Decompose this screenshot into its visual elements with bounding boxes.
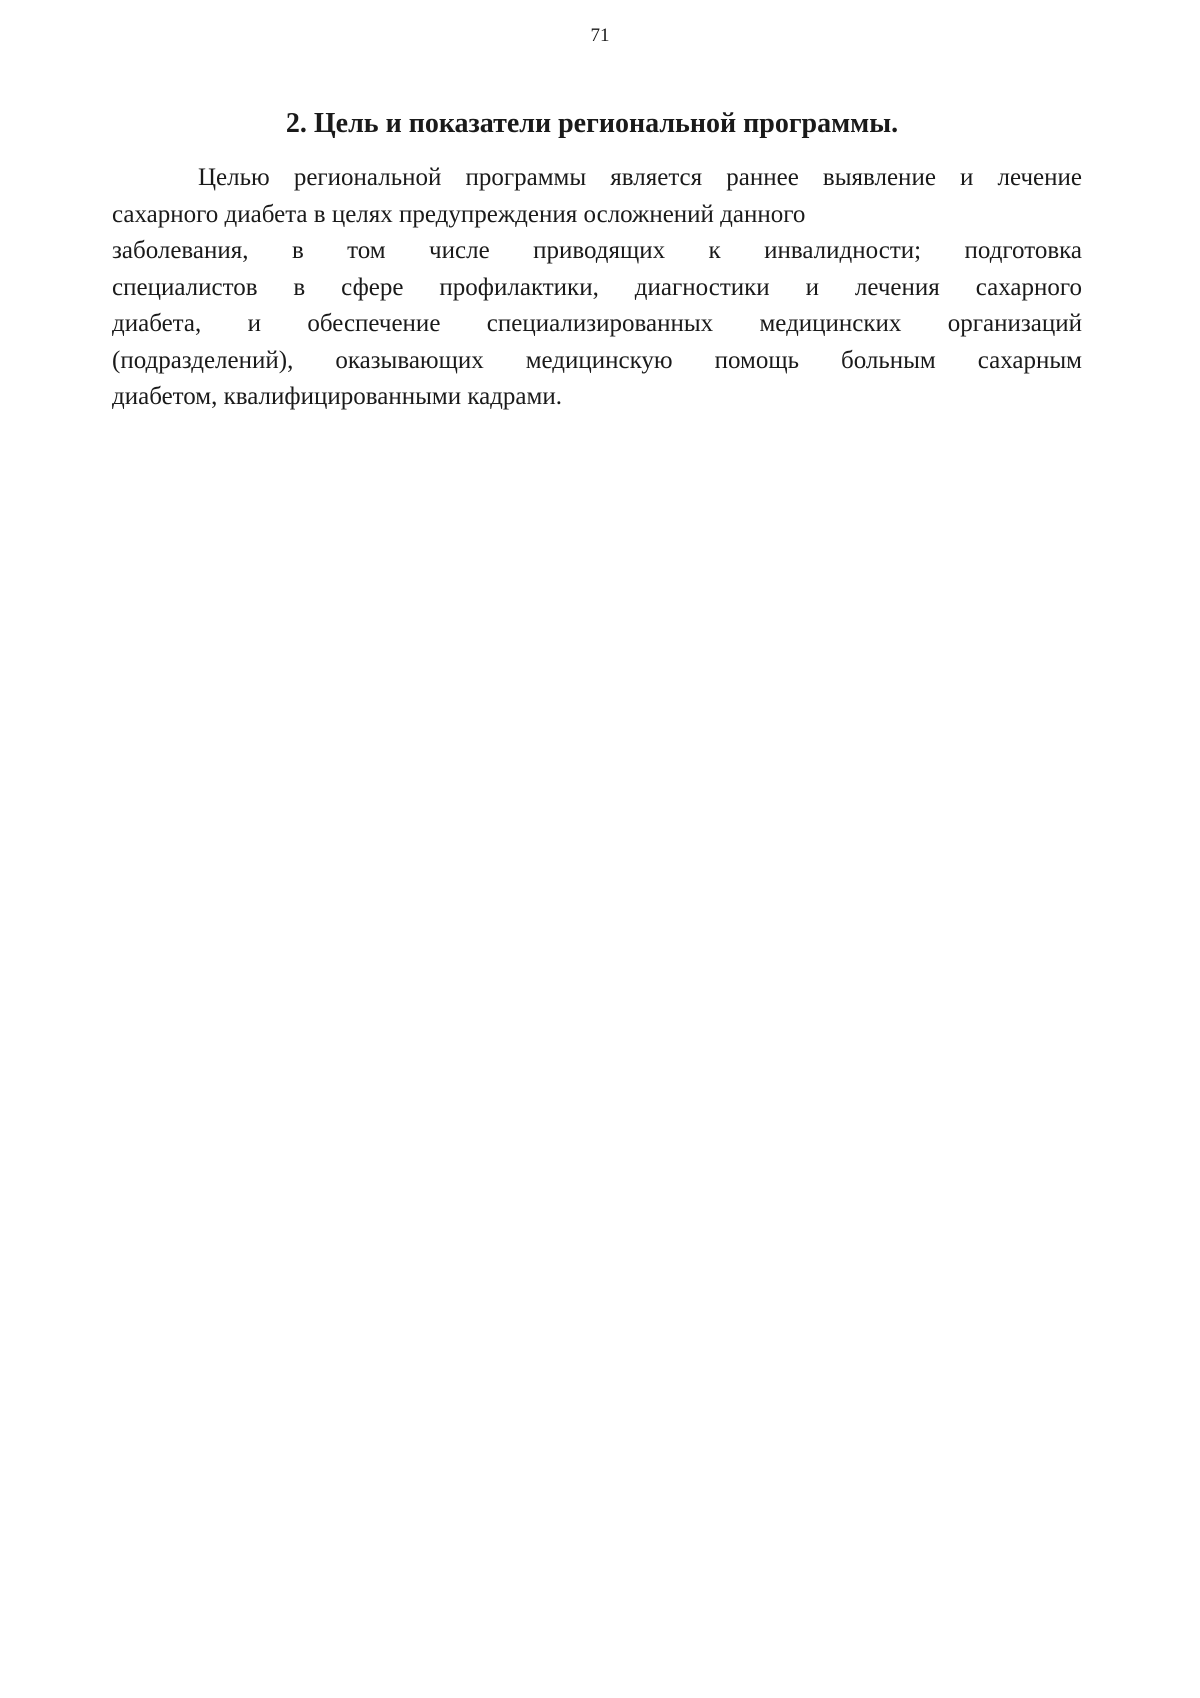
paragraph-line: специалистов в сфере профилактики, диагностики и лечения сахарного xyxy=(112,273,1082,301)
paragraph xyxy=(112,160,1082,416)
paragraph-line: диабетом, квалифицированными кадрами. xyxy=(112,383,562,410)
paragraph-line: (подразделений), оказывающих медицинскую помощь больным сахарным xyxy=(112,346,1082,374)
page-number: 71 xyxy=(590,25,610,46)
paragraph-line: диабета, и обеспечение специализированных медицинских организаций xyxy=(112,310,1082,337)
paragraph-line: Целью региональной программы является раннее выявление и лечение xyxy=(198,164,1082,191)
paragraph-line: заболевания, в том числе приводящих к инвалидности; подготовка xyxy=(112,237,1082,264)
section-heading: 2. Цель и показатели региональной программы. xyxy=(285,108,899,139)
paragraph-line: сахарного диабета в целях предупреждения осложнений данного xyxy=(112,200,806,228)
